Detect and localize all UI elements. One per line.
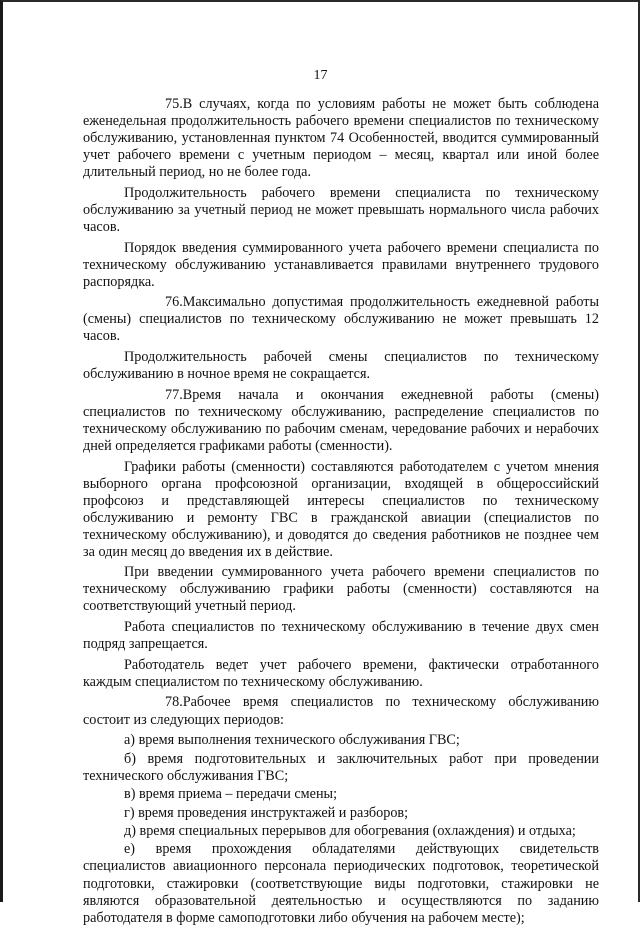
paragraph-text: г) время проведения инструктажей и разборов; bbox=[124, 804, 409, 821]
paragraph bbox=[83, 240, 599, 291]
paragraph-76 bbox=[83, 294, 599, 345]
paragraph-text: Продолжительность рабочей смены специалистов по техническому обслуживанию в ночное время не сокращается. bbox=[83, 349, 599, 383]
paragraph-text: Порядок введения суммированного учета рабочего времени специалиста по техническому обслуживанию устанавливается правилами внутреннего трудового распорядка. bbox=[83, 239, 599, 290]
list-item-e bbox=[83, 841, 599, 926]
paragraph bbox=[83, 657, 599, 691]
paragraph-77 bbox=[83, 387, 599, 455]
paragraph-text: При введении суммированного учета рабочего времени специалистов по техническому обслуживанию графики работы (сменности) составляются на соответствующий учетный период. bbox=[83, 564, 599, 615]
paragraph-text: Рабочее время специалистов по техническому обслуживанию состоит из следующих периодов: bbox=[83, 694, 599, 728]
paragraph-number: 78. bbox=[165, 694, 183, 711]
paragraph-78 bbox=[83, 694, 599, 728]
paragraph-number: 76. bbox=[165, 294, 183, 311]
paragraph-text: е) время прохождения обладателями действующих свидетельств специалистов авиационного персонала периодических подготовок, теоретической подготовки, стажировки (соответствующие виды подготовки, стажировки не являются образовательной деятельностью и осуществляются по заданию работодателя в форме самоподготовки либо обучения на рабочем месте); bbox=[83, 841, 599, 926]
paragraph bbox=[83, 349, 599, 383]
paragraph-text: В случаях, когда по условиям работы не может быть соблюдена еженедельная продолжительность рабочего времени специалистов по техническому обслуживанию, установленная пунктом 74 Особенностей, вводится суммированный учет рабочего времени с учетным периодом – месяц, квартал или иной более длительный период, но не более года. bbox=[83, 96, 599, 181]
list-item-d bbox=[83, 823, 599, 840]
paragraph bbox=[83, 564, 599, 615]
paragraph-number: 75. bbox=[165, 96, 183, 112]
paragraph-text: д) время специальных перерывов для обогревания (охлаждения) и отдыха; bbox=[124, 822, 576, 839]
paragraph-text: б) время подготовительных и заключительных работ при проведении технического обслуживания ГВС; bbox=[83, 750, 599, 784]
paragraph-number: 77. bbox=[165, 386, 183, 403]
paragraph-text: Максимально допустимая продолжительность ежедневной работы (смены) специалистов по техническому обслуживанию не может превышать 12 часов. bbox=[83, 294, 599, 345]
paragraph bbox=[83, 185, 599, 236]
list-item-v bbox=[83, 786, 599, 803]
list-item-b bbox=[83, 751, 599, 785]
document-body bbox=[83, 96, 599, 928]
paragraph-text: Работодатель ведет учет рабочего времени, фактически отработанного каждым специалистом по техническому обслуживанию. bbox=[83, 656, 599, 690]
page-number: 17 bbox=[313, 68, 328, 83]
paragraph-text: Работа специалистов по техническому обслуживанию в течение двух смен подряд запрещается. bbox=[83, 619, 599, 653]
paragraph-text: Время начала и окончания ежедневной работы (смены) специалистов по техническому обслуживанию, распределение специалистов по техническому обслуживанию по рабочим сменам, чередование рабочих и нерабочих дней определяется графиками работы (сменности). bbox=[83, 386, 599, 454]
paragraph-text: Графики работы (сменности) составляются работодателем с учетом мнения выборного органа профсоюзной организации, входящей в общероссийский профсоюз и представляющей интересы специалистов по техническому обслуживанию и ремонту ГВС в гражданской авиации (специалистов по техническому обслуживанию), и доводятся до сведения работников не позднее чем за один месяц до введения их в действие. bbox=[83, 458, 599, 560]
paragraph-text: Продолжительность рабочего времени специалиста по техническому обслуживанию за учетный период не может превышать нормального числа рабочих часов. bbox=[83, 184, 599, 235]
paragraph bbox=[83, 459, 599, 561]
list-item-g bbox=[83, 805, 599, 822]
paragraph-75 bbox=[83, 96, 599, 181]
paragraph-text: а) время выполнения технического обслуживания ГВС; bbox=[124, 732, 460, 749]
list-item-a bbox=[83, 732, 599, 749]
paragraph-text: в) время приема – передачи смены; bbox=[124, 786, 338, 803]
paragraph bbox=[83, 619, 599, 653]
